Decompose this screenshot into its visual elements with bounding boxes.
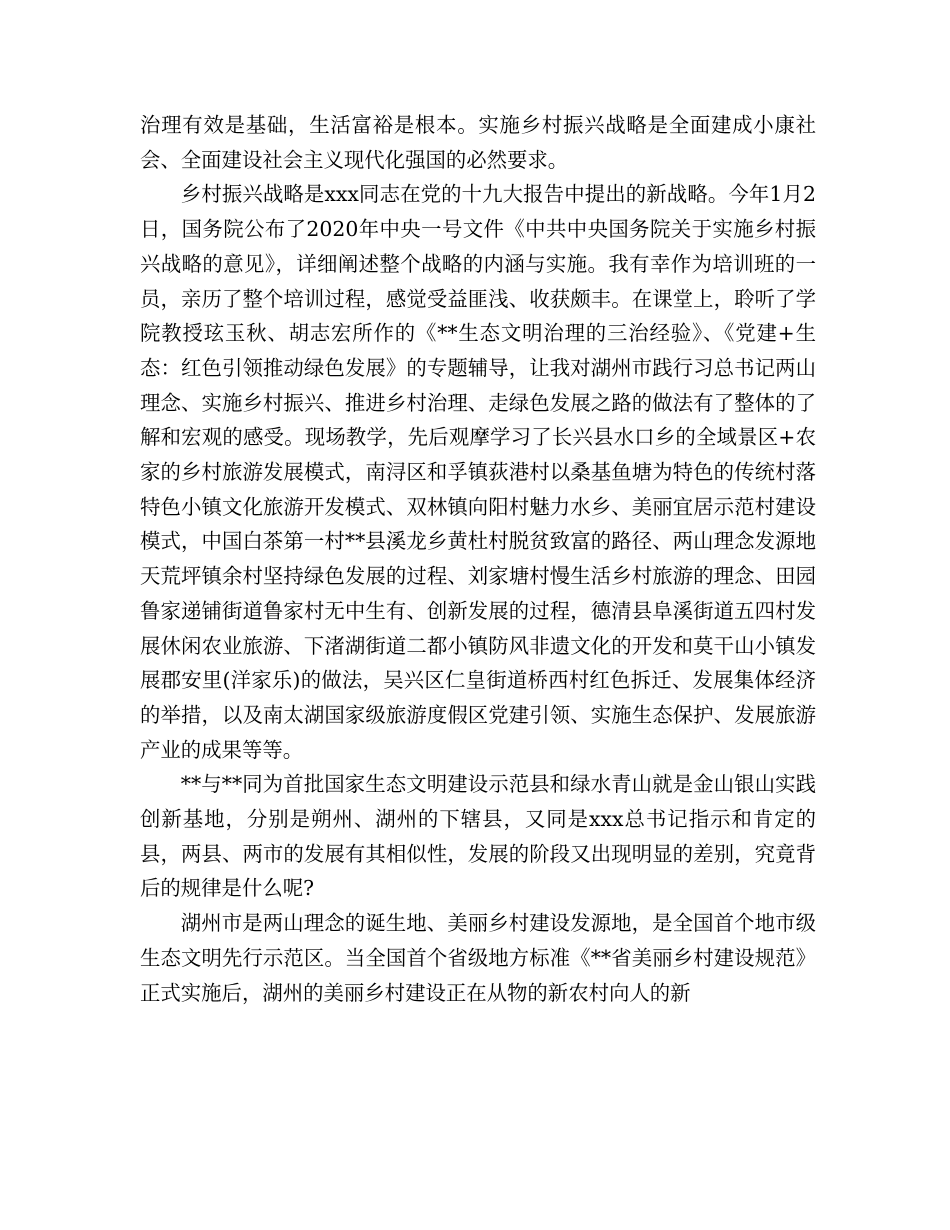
paragraph-3: **与**同为首批国家生态文明建设示范县和绿水青山就是金山银山实践创新基地，分别是朔州、湖州的下辖县，又同是xxx总书记指示和肯定的县，两县、两市的发展有其相似性，发展的阶段又出现明显的差别，究竟背后的规律是什么呢? [140,772,816,901]
paragraph-1: 治理有效是基础，生活富裕是根本。实施乡村振兴战略是全面建成小康社会、全面建设社会主义现代化强国的必然要求。 [140,113,816,172]
paragraph-4: 湖州市是两山理念的诞生地、美丽乡村建设发源地，是全国首个地市级生态文明先行示范区。当全国首个省级地方标准《**省美丽乡村建设规范》正式实施后，湖州的美丽乡村建设正在从物的新农村向人的新 [140,911,816,1005]
paragraph-2: 乡村振兴战略是xxx同志在党的十九大报告中提出的新战略。今年1月2日，国务院公布了2020年中央一号文件《中共中央国务院关于实施乡村振兴战略的意见》，详细阐述整个战略的内涵与实施。我有幸作为培训班的一员，亲历了整个培训过程，感觉受益匪浅、收获颇丰。在课堂上，聆听了学院教授玹玉秋、胡志宏所作的《**生态文明治理的三治经验》、《党建+生态：红色引领推动绿色发展》的专题辅导，让我对湖州市践行习总书记两山理念、实施乡村振兴、推进乡村治理、走绿色发展之路的做法有了整体的了解和宏观的感受。现场教学，先后观摩学习了长兴县水口乡的全域景区+农家的乡村旅游发展模式，南浔区和孚镇荻港村以桑基鱼塘为特色的传统村落特色小镇文化旅游开发模式、双林镇向阳村魅力水乡、美丽宜居示范村建设模式，中国白茶第一村**县溪龙乡黄杜村脱贫致富的路径、两山理念发源地天荒坪镇余村坚持绿色发展的过程、刘家塘村慢生活乡村旅游的理念、田园鲁家递铺街道鲁家村无中生有、创新发展的过程，德清县阜溪街道五四村发展休闲农业旅游、下渚湖街道二都小镇防风非遗文化的开发和莫干山小镇发展郡安里(洋家乐)的做法，吴兴区仁皇街道桥西村红色拆迁、发展集体经济的举措，以及南太湖国家级旅游度假区党建引领、实施生态保护、发展旅游产业的成果等等。 [140,182,816,762]
document-page [140,108,816,1010]
